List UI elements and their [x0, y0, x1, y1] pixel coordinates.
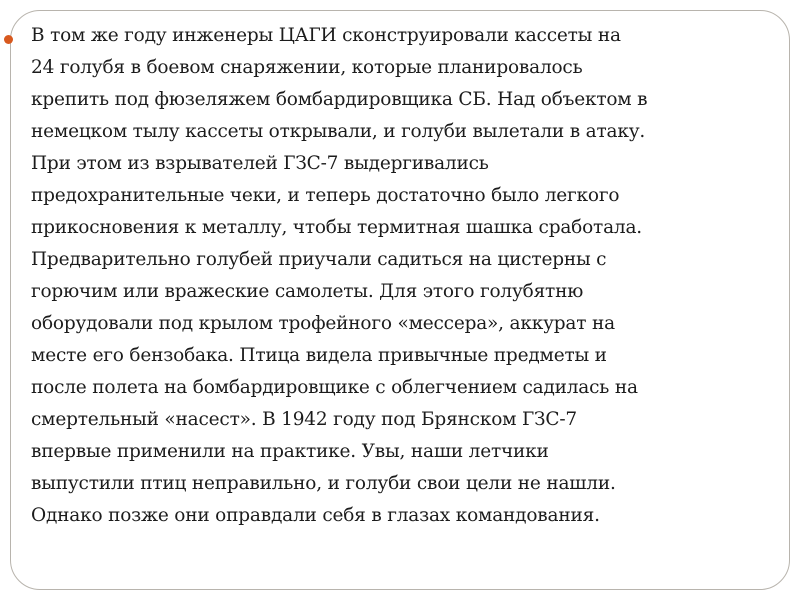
paragraph-line: 24 голубя в боевом снаряжении, которые планировалось	[31, 57, 583, 78]
bullet-icon	[4, 35, 13, 44]
paragraph-line: В том же году инженеры ЦАГИ сконструировали кассеты на	[31, 25, 621, 46]
paragraph-line: немецком тылу кассеты открывали, и голуби вылетали в атаку.	[31, 121, 646, 142]
body-paragraph	[31, 20, 786, 532]
paragraph-line: При этом из взрывателей ГЗС-7 выдергивались	[31, 153, 489, 174]
paragraph-line: прикосновения к металлу, чтобы термитная шашка сработала.	[31, 217, 642, 238]
paragraph-line: смертельный «насест». В 1942 году под Брянском ГЗС-7	[31, 409, 577, 430]
paragraph-line: после полета на бомбардировщике с облегчением садилась на	[31, 377, 638, 398]
paragraph-line: Однако позже они оправдали себя в глазах командования.	[31, 505, 600, 526]
paragraph-line: предохранительные чеки, и теперь достаточно было легкого	[31, 185, 620, 206]
paragraph-line: оборудовали под крылом трофейного «мессера», аккурат на	[31, 313, 615, 334]
paragraph-line: крепить под фюзеляжем бомбардировщика СБ. Над объектом в	[31, 89, 648, 110]
paragraph-line: горючим или вражеские самолеты. Для этого голубятню	[31, 281, 584, 302]
paragraph-line: месте его бензобака. Птица видела привычные предметы и	[31, 345, 607, 366]
paragraph-line: Предварительно голубей приучали садиться на цистерны с	[31, 249, 607, 270]
paragraph-line: выпустили птиц неправильно, и голуби свои цели не нашли.	[31, 473, 616, 494]
paragraph-line: впервые применили на практике. Увы, наши летчики	[31, 441, 549, 462]
